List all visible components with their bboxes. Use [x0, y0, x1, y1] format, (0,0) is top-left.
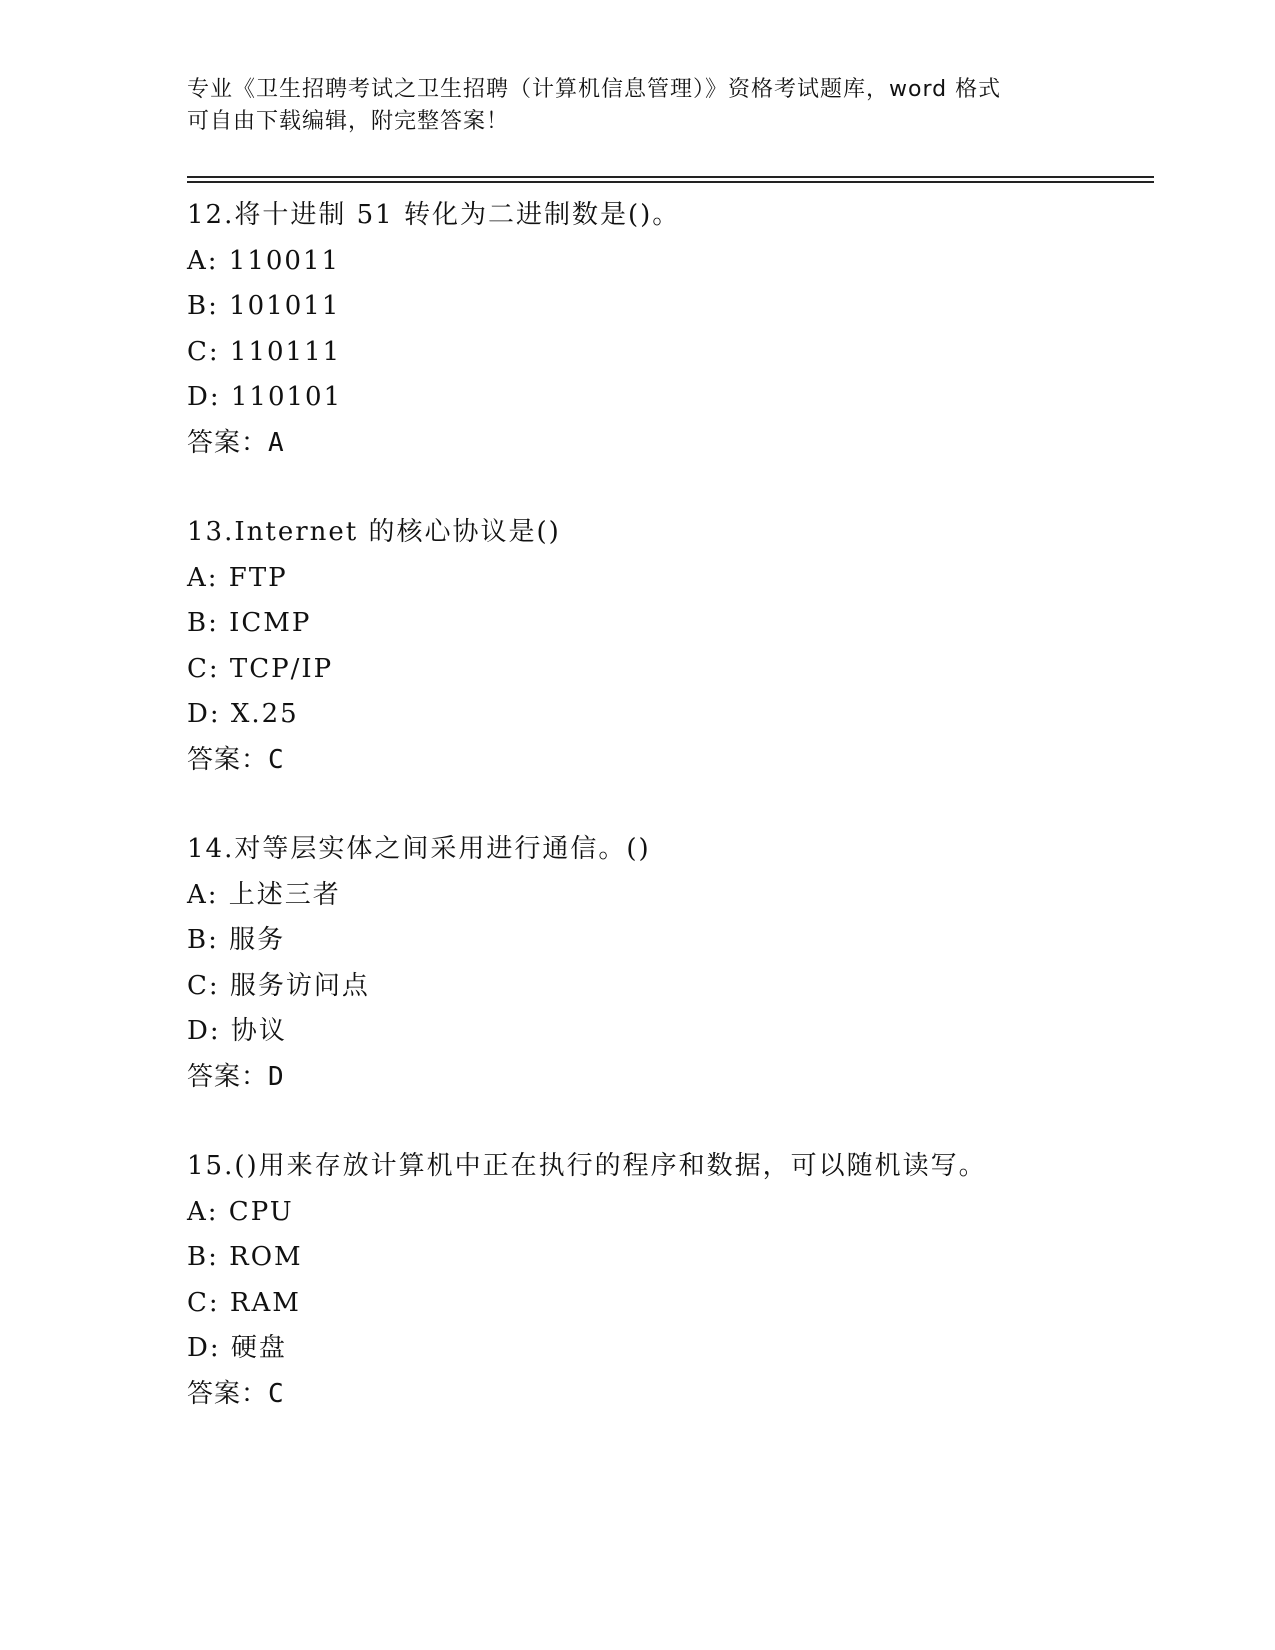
option-c: C: RAM	[187, 1287, 301, 1318]
question-stem: 15.()用来存放计算机中正在执行的程序和数据，可以随机读写。	[187, 1151, 987, 1181]
question-12	[187, 193, 1147, 466]
question-answer: 答案：C	[187, 744, 285, 775]
question-list	[187, 193, 1147, 1461]
header-divider-top	[187, 176, 1154, 178]
question-stem: 14.对等层实体之间采用进行通信。()	[187, 834, 651, 864]
option-c: C: TCP/IP	[187, 653, 334, 684]
question-stem: 12.将十进制 51 转化为二进制数是()。	[187, 200, 681, 230]
option-a: A: 上述三者	[187, 879, 341, 910]
header-line-1: 专业《卫生招聘考试之卫生招聘（计算机信息管理）》资格考试题库，word 格式	[187, 77, 1002, 102]
option-b: B: 101011	[187, 291, 341, 321]
question-answer: 答案：C	[187, 1378, 285, 1409]
option-b: B: ICMP	[187, 608, 312, 638]
header-line-2: 可自由下载编辑，附完整答案！	[187, 109, 510, 134]
question-stem: 13.Internet 的核心协议是()	[187, 517, 561, 547]
option-c: C: 服务访问点	[187, 970, 370, 1001]
option-a: A: FTP	[187, 562, 288, 593]
option-a: A: 110011	[187, 245, 341, 276]
option-d: D: X.25	[187, 699, 299, 729]
option-d: D: 硬盘	[187, 1333, 287, 1363]
option-a: A: CPU	[187, 1196, 294, 1227]
option-b: B: ROM	[187, 1242, 303, 1272]
question-answer: 答案：A	[187, 427, 285, 458]
document-header	[187, 74, 1087, 138]
option-d: D: 协议	[187, 1016, 287, 1046]
question-14	[187, 827, 1147, 1100]
option-d: D: 110101	[187, 382, 343, 412]
question-answer: 答案：D	[187, 1061, 285, 1092]
question-15	[187, 1144, 1147, 1417]
header-divider-bottom	[187, 181, 1154, 183]
option-c: C: 110111	[187, 336, 342, 367]
option-b: B: 服务	[187, 925, 286, 955]
question-13	[187, 510, 1147, 783]
